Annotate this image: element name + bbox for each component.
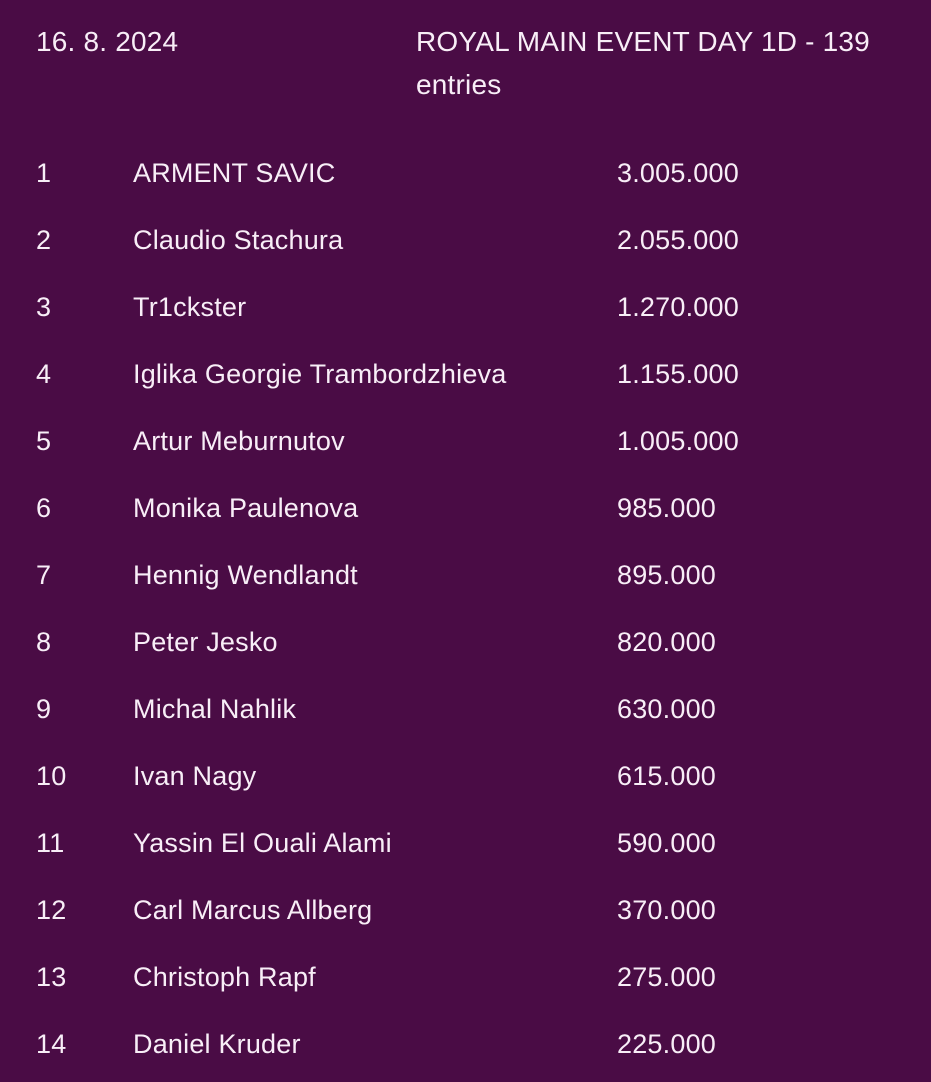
player-name-cell: Ivan Nagy — [133, 761, 257, 791]
table-row — [36, 408, 931, 475]
chip-count-cell: 275.000 — [617, 962, 716, 992]
player-name-cell: Yassin El Ouali Alami — [133, 828, 392, 858]
table-row — [36, 1011, 931, 1078]
rank-cell: 11 — [36, 828, 65, 858]
chip-count-cell: 985.000 — [617, 493, 716, 523]
player-name-cell: Peter Jesko — [133, 627, 278, 657]
chip-count-cell: 590.000 — [617, 828, 716, 858]
player-name-cell: Tr1ckster — [133, 292, 247, 322]
chip-count-table — [36, 140, 931, 1078]
player-name-cell: Daniel Kruder — [133, 1029, 301, 1059]
table-row — [36, 140, 931, 207]
player-name-cell: Christoph Rapf — [133, 962, 316, 992]
rank-cell: 3 — [36, 292, 52, 322]
table-row — [36, 609, 931, 676]
chip-count-cell: 820.000 — [617, 627, 716, 657]
table-row — [36, 877, 931, 944]
table-row — [36, 274, 931, 341]
rank-cell: 5 — [36, 426, 52, 456]
event-date: 16. 8. 2024 — [36, 26, 179, 57]
table-row — [36, 743, 931, 810]
player-name-cell: Carl Marcus Allberg — [133, 895, 373, 925]
table-row — [36, 810, 931, 877]
table-row — [36, 542, 931, 609]
table-row — [36, 944, 931, 1011]
rank-cell: 10 — [36, 761, 67, 791]
player-name-cell: Hennig Wendlandt — [133, 560, 358, 590]
rank-cell: 14 — [36, 1029, 67, 1059]
chip-count-cell: 1.005.000 — [617, 426, 739, 456]
rank-cell: 2 — [36, 225, 52, 255]
chip-count-cell: 1.155.000 — [617, 359, 739, 389]
table-row — [36, 341, 931, 408]
table-row — [36, 676, 931, 743]
table-row — [36, 475, 931, 542]
chip-count-cell: 630.000 — [617, 694, 716, 724]
chip-count-cell: 615.000 — [617, 761, 716, 791]
chip-count-cell: 895.000 — [617, 560, 716, 590]
rank-cell: 9 — [36, 694, 52, 724]
rank-cell: 6 — [36, 493, 52, 523]
rank-cell: 7 — [36, 560, 52, 590]
rank-cell: 12 — [36, 895, 67, 925]
rank-cell: 1 — [36, 158, 52, 188]
player-name-cell: Artur Meburnutov — [133, 426, 345, 456]
event-title: ROYAL MAIN EVENT DAY 1D - 139 entries — [416, 26, 870, 100]
player-name-cell: Claudio Stachura — [133, 225, 344, 255]
chip-count-cell: 2.055.000 — [617, 225, 739, 255]
player-name-cell: ARMENT SAVIC — [133, 158, 336, 188]
table-row — [36, 207, 931, 274]
rank-cell: 8 — [36, 627, 52, 657]
player-name-cell: Michal Nahlik — [133, 694, 297, 724]
chip-count-cell: 225.000 — [617, 1029, 716, 1059]
rank-cell: 4 — [36, 359, 52, 389]
player-name-cell: Monika Paulenova — [133, 493, 359, 523]
chip-count-cell: 3.005.000 — [617, 158, 739, 188]
player-name-cell: Iglika Georgie Trambordzhieva — [133, 359, 507, 389]
page-header — [36, 20, 931, 106]
rank-cell: 13 — [36, 962, 67, 992]
chip-count-cell: 370.000 — [617, 895, 716, 925]
chip-count-cell: 1.270.000 — [617, 292, 739, 322]
